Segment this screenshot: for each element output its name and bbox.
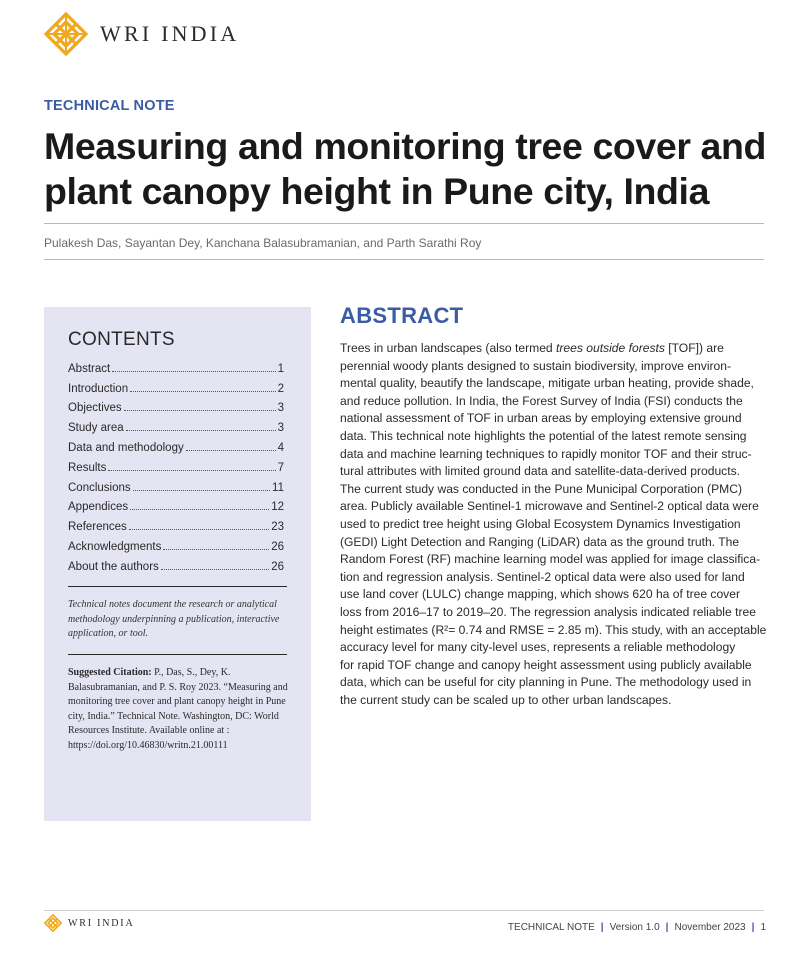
abstract-line: data, which can be useful for city planning in Pune. The methodology used in <box>340 675 752 690</box>
footer-date: November 2023 <box>674 922 746 933</box>
abstract-heading: ABSTRACT <box>340 303 464 328</box>
abstract-line: for rapid TOF change and canopy height assessment using publicly available <box>340 657 752 672</box>
abstract-line: tural attributes with limited ground data and satellite-data-derived products. <box>340 464 740 479</box>
table-of-contents <box>68 355 284 573</box>
footer-separator: | <box>751 922 755 933</box>
abstract-italic-term: trees outside forests <box>556 341 665 355</box>
abstract-line: area. Publicly available Sentinel-1 microwave and Sentinel-2 optical data were <box>340 499 759 514</box>
contents-heading: CONTENTS <box>68 329 175 350</box>
abstract-line: tion and regression analysis. Sentinel-2 optical data were also used for land <box>340 569 745 584</box>
abstract-line: mental quality, beautify the landscape, mitigate urban heating, provide shade, <box>340 376 754 391</box>
toc-item[interactable]: Data and methodology 4 <box>68 441 284 454</box>
toc-item[interactable]: Introduction 2 <box>68 382 284 395</box>
abstract-line: Trees in urban landscapes (also termed trees outside forests [TOF]) are <box>340 341 724 355</box>
abstract-line: national assessment of TOF in urban areas by employing extensive ground <box>340 411 742 426</box>
page-title: Measuring and monitoring tree cover and plant canopy height in Pune city, India <box>44 125 767 212</box>
abstract-line: use land cover (LULC) change mapping, which shows 620 ha of tree cover <box>340 587 740 602</box>
abstract-line: (GEDI) Light Detection and Ranging (LiDAR) data as the ground truth. The <box>340 534 740 549</box>
footer-version: Version 1.0 <box>609 922 660 933</box>
toc-item[interactable]: References 23 <box>68 521 284 534</box>
toc-item[interactable]: About the authors 26 <box>68 560 284 573</box>
technical-note-description: Technical notes document the research or analytical methodology underpinning a publication, interactive application, or tool. <box>68 599 280 639</box>
page-number: 1 <box>760 922 766 933</box>
footer-org-name: WRI INDIA <box>68 917 135 929</box>
abstract-line: the current study can be scaled up to other urban landscapes. <box>340 692 672 707</box>
toc-item[interactable]: Conclusions 11 <box>68 481 284 494</box>
toc-item[interactable]: Results 7 <box>68 461 284 474</box>
abstract-line: The current study was conducted in the Pune Municipal Corporation (PMC) <box>340 481 742 496</box>
toc-item[interactable]: Acknowledgments 26 <box>68 540 284 553</box>
footer-meta <box>508 922 766 933</box>
sidebar-divider <box>68 586 287 587</box>
footer-separator: | <box>665 922 669 933</box>
suggested-citation <box>68 666 288 753</box>
abstract-line: height estimates (R²= 0.74 and RMSE = 2.85 m). This study, with an acceptable <box>340 622 767 637</box>
toc-item[interactable]: Objectives 3 <box>68 402 284 415</box>
toc-item[interactable]: Appendices 12 <box>68 501 284 514</box>
abstract-line: perennial woody plants designed to sustain biodiversity, improve environ- <box>340 358 732 373</box>
toc-item[interactable]: Study area 3 <box>68 422 284 435</box>
note-type-label: TECHNICAL NOTE <box>44 98 175 114</box>
footer-separator: | <box>600 922 604 933</box>
toc-item[interactable]: Abstract 1 <box>68 362 284 375</box>
abstract-line: data. This technical note highlights the potential of the latest remote sensing <box>340 428 747 443</box>
title-divider <box>44 223 764 224</box>
citation-text: P., Das, S., Dey, K. Balasubramanian, and P. S. Roy 2023. “Measuring and monitoring tree cover and plant canopy height in Pune city, India.” Technical Note. Washington, DC: World Resources Institute. Available online at : https://doi.org/10.46830/writn.21.00111 <box>68 667 288 751</box>
footer-divider <box>44 910 764 911</box>
sidebar-divider <box>68 654 287 655</box>
org-name: WRI INDIA <box>100 21 240 46</box>
abstract-line: data and machine learning techniques to rapidly monitor TOF and their struc- <box>340 446 752 461</box>
wri-lattice-logo-icon <box>44 914 62 932</box>
abstract-line: accuracy level for many city-level uses, represents a reliable methodology <box>340 640 736 655</box>
contents-sidebar <box>44 307 311 821</box>
authors-divider <box>44 259 764 260</box>
abstract-body <box>340 340 770 709</box>
footer-logo[interactable] <box>44 914 134 932</box>
abstract-line: used to predict tree height using Global Ecosystem Dynamics Investigation <box>340 516 741 531</box>
abstract-line: loss from 2016–17 to 2019–20. The regression analysis indicated reliable tree <box>340 604 756 619</box>
footer-doc-type: TECHNICAL NOTE <box>507 922 595 933</box>
abstract-line: Random Forest (RF) machine learning model was applied for image classifica- <box>340 552 761 567</box>
author-list: Pulakesh Das, Sayantan Dey, Kanchana Balasubramanian, and Parth Sarathi Roy <box>44 236 482 250</box>
citation-label: Suggested Citation: <box>68 667 152 678</box>
wri-india-logo[interactable] <box>44 12 239 56</box>
abstract-line: and reduce pollution. In India, the Forest Survey of India (FSI) conducts the <box>340 393 743 408</box>
wri-lattice-logo-icon <box>44 12 88 56</box>
